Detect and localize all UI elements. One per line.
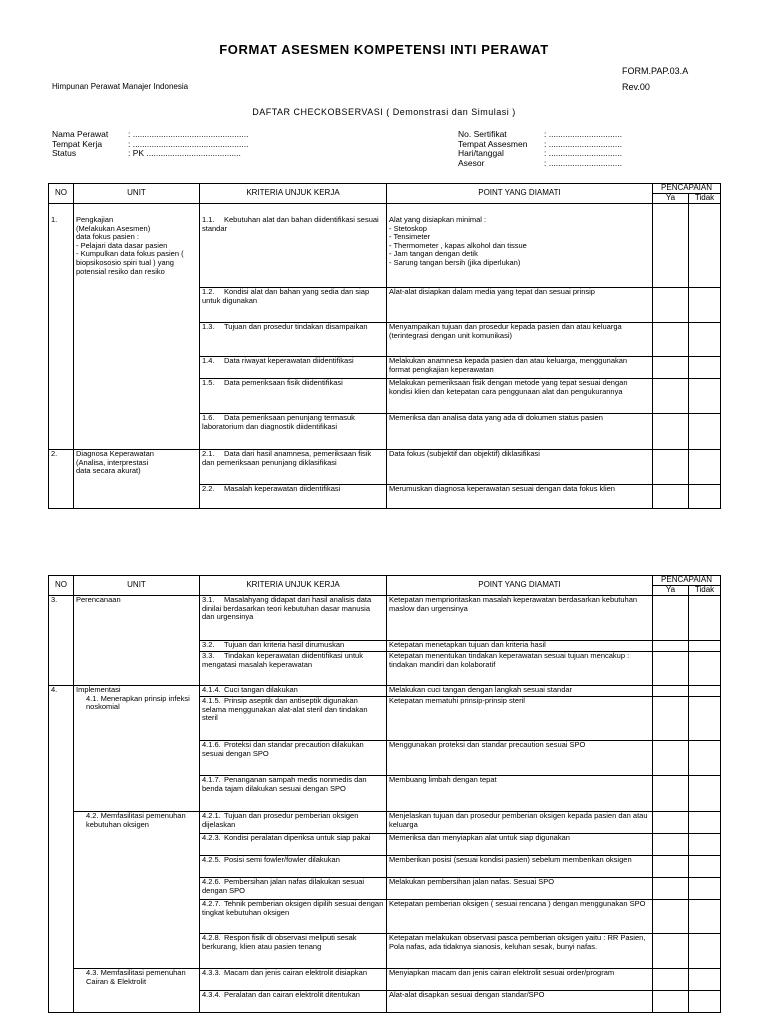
- tidak-cell[interactable]: [689, 596, 721, 641]
- kriteria-cell: 2.2. Masalah keperawatan diidentifikasi: [200, 485, 387, 509]
- table-header-row: [49, 184, 721, 194]
- subunit-label: 4.1. Menerapkan prinsip infeksi noskomial: [86, 693, 190, 712]
- subunit-label: 4.3. Memfasilitasi pemenuhan Cairan & Elektrolit: [86, 968, 186, 986]
- ya-cell[interactable]: [653, 641, 689, 652]
- header-kriteria: KRITERIA UNJUK KERJA: [200, 576, 387, 596]
- tidak-cell[interactable]: [689, 379, 721, 414]
- ya-cell[interactable]: [653, 204, 689, 288]
- point-cell: Menjelaskan tujuan dan prosedur pemberian oksigen kepada pasien dan atau keluarga: [387, 812, 653, 834]
- tidak-cell[interactable]: [689, 856, 721, 878]
- unit-line: Pengkajian: [76, 215, 114, 224]
- header-unit: UNIT: [74, 576, 200, 596]
- point-cell: Menyampaikan tujuan dan prosedur kepada pasien dan atau keluarga (terintegrasi dengan unit komunikasi): [387, 323, 653, 357]
- tidak-cell[interactable]: [689, 641, 721, 652]
- point-cell: Membuang limbah dengan tepat: [387, 776, 653, 812]
- point-cell: Memeriksa dan menyiapkan alat untuk siap digunakan: [387, 834, 653, 856]
- ya-cell[interactable]: [653, 934, 689, 969]
- tidak-cell[interactable]: [689, 741, 721, 776]
- unit-line: data fokus pasien :: [76, 232, 139, 242]
- kriteria-cell: 4.1.6. Proteksi dan standar precaution dilakukan sesuai dengan SPO: [200, 741, 387, 776]
- header-unit: UNIT: [74, 184, 200, 204]
- tidak-cell[interactable]: [689, 812, 721, 834]
- kriteria-cell: 4.2.7. Tehnik pemberian oksigen dipilih sesuai dengan tingkat kebutuhan oksigen: [200, 900, 387, 934]
- info-left: [52, 130, 248, 159]
- kriteria-cell: 4.1.5. Prinsip aseptik dan antiseptik digunakan selama menggunakan alat-alat steril dan tindakan steril: [200, 697, 387, 741]
- tidak-cell[interactable]: [689, 834, 721, 856]
- header-no: NO: [49, 184, 74, 204]
- ya-cell[interactable]: [653, 323, 689, 357]
- ya-cell[interactable]: [653, 834, 689, 856]
- info-label: Tempat Assesmen: [458, 138, 528, 149]
- kriteria-cell: 1.4. Data riwayat keperawatan diidentifikasi: [200, 357, 387, 379]
- point-cell: Ketepatan pemberian oksigen ( sesuai rencana ) dengan menggunakan SPO: [387, 900, 653, 934]
- ya-cell[interactable]: [653, 414, 689, 450]
- header-tidak: Tidak: [689, 194, 721, 204]
- kriteria-cell: 2.1. Data dari hasil anamnesa, pemeriksaan fisik dan pemeriksaan penunjang diklasifikasi: [200, 450, 387, 485]
- ya-cell[interactable]: [653, 596, 689, 641]
- info-value: : .................................................: [128, 129, 249, 139]
- point-cell: Melakukan pembersihan jalan nafas. Sesuai SPO: [387, 878, 653, 900]
- table-row: [49, 969, 721, 991]
- tidak-cell[interactable]: [689, 357, 721, 379]
- info-value: : ...............................: [544, 157, 622, 168]
- table-row: [49, 686, 721, 697]
- row-number: 4.: [49, 686, 74, 1013]
- ya-cell[interactable]: [653, 900, 689, 934]
- ya-cell[interactable]: [653, 379, 689, 414]
- kriteria-cell: 4.2.6. Pembersihan jalan nafas dilakukan sesuai dengan SPO: [200, 878, 387, 900]
- assessment-table-2: [48, 575, 721, 1013]
- info-value: : PK ........................................: [128, 148, 241, 158]
- info-label: Status: [52, 148, 77, 158]
- info-row: [458, 159, 622, 169]
- info-label: Nama Perawat: [52, 129, 109, 139]
- unit-cell: [74, 969, 200, 1013]
- table-row: [49, 204, 721, 288]
- kriteria-cell: 3.3. Tindakan keperawatan diidentifikasi untuk mengatasi masalah keperawatan: [200, 652, 387, 686]
- ya-cell[interactable]: [653, 357, 689, 379]
- header-no: NO: [49, 576, 74, 596]
- info-label: No. Sertifikat: [458, 129, 507, 139]
- point-cell: Menyiapkan macam dan jenis cairan elektrolit sesuai order/program: [387, 969, 653, 991]
- tidak-cell[interactable]: [689, 288, 721, 323]
- header-pencapaian: PENCAPAIAN: [653, 184, 721, 194]
- ya-cell[interactable]: [653, 450, 689, 485]
- header-pencapaian: PENCAPAIAN: [653, 576, 721, 586]
- point-bullet: - Tensimeter: [389, 232, 431, 242]
- point-cell: Merumuskan diagnosa keperawatan sesuai dengan data fokus klien: [387, 485, 653, 509]
- ya-cell[interactable]: [653, 969, 689, 991]
- tidak-cell[interactable]: [689, 776, 721, 812]
- header-ya: Ya: [653, 194, 689, 204]
- table-row: [49, 450, 721, 485]
- row-number: 2.: [49, 450, 74, 509]
- point-cell: Ketepatan menentukan tindakan keperawatan sesuai tujuan mencakup : tindakan mandiri dan kolaboratif: [387, 652, 653, 686]
- point-bullet: - Thermometer , kapas alkohol dan tissue: [389, 240, 527, 250]
- kriteria-cell: 1.3. Tujuan dan prosedur tindakan disampaikan: [200, 323, 387, 357]
- kriteria-cell: 1.2. Kondisi alat dan bahan yang sedia dan siap untuk digunakan: [200, 288, 387, 323]
- kriteria-cell: 1.6. Data pemeriksaan penunjang termasuk laboratorium dan diagnostik diidentifikasi: [200, 414, 387, 450]
- ya-cell[interactable]: [653, 878, 689, 900]
- table-header-row: [49, 576, 721, 586]
- point-cell: Memberikan posisi (sesuai kondisi pasien) sebelum memberikan oksigen: [387, 856, 653, 878]
- info-value: : ...............................: [544, 129, 622, 139]
- point-cell: Melakukan cuci tangan dengan langkah sesuai standar: [387, 686, 653, 697]
- ya-cell[interactable]: [653, 812, 689, 834]
- tidak-cell[interactable]: [689, 485, 721, 509]
- tidak-cell[interactable]: [689, 934, 721, 969]
- point-cell: Alat-alat disiapkan dalam media yang tepat dan sesuai prinsip: [387, 288, 653, 323]
- point-cell: Ketepatan menetapkan tujuan dan kriteria hasil: [387, 641, 653, 652]
- tidak-cell[interactable]: [689, 900, 721, 934]
- kriteria-cell: 1.5. Data pemeriksaan fisik diidentifikasi: [200, 379, 387, 414]
- kriteria-cell: 4.2.8. Respon fisik di observasi meliputi sesak berkurang, klien atau pasien tenang: [200, 934, 387, 969]
- point-cell: Data fokus (subjektif dan objektif) diklasifikasi: [387, 450, 653, 485]
- tidak-cell[interactable]: [689, 652, 721, 686]
- info-value: : ...............................: [544, 138, 622, 149]
- row-number: 1.: [49, 204, 74, 450]
- header-point: POINT YANG DIAMATI: [387, 184, 653, 204]
- tidak-cell[interactable]: [689, 204, 721, 288]
- header-kriteria: KRITERIA UNJUK KERJA: [200, 184, 387, 204]
- point-cell: Ketepatan memprioritaskan masalah keperawatan berdasarkan kebutuhan maslow dan urgensinya: [387, 596, 653, 641]
- point-cell: Melakukan anamnesa kepada pasien dan atau keluarga, menggunakan format pengkajian keperawatan: [387, 357, 653, 379]
- header-ya: Ya: [653, 586, 689, 596]
- kriteria-cell: 4.2.5. Posisi semi fowler/fowler dilakukan: [200, 856, 387, 878]
- kriteria-cell: 4.3.4. Peralatan dan cairan elektrolit ditentukan: [200, 991, 387, 1013]
- header-point: POINT YANG DIAMATI: [387, 576, 653, 596]
- info-label: Tempat Kerja: [52, 138, 103, 149]
- tidak-cell[interactable]: [689, 878, 721, 900]
- point-cell: Alat-alat disapkan sesuai dengan standar/SPO: [387, 991, 653, 1013]
- kriteria-cell: 1.1. Kebutuhan alat dan bahan diidentifikasi sesuai standar: [200, 204, 387, 288]
- table-row: [49, 596, 721, 641]
- info-value: : .................................................: [128, 138, 249, 149]
- ya-cell[interactable]: [653, 991, 689, 1013]
- unit-cell: [74, 812, 200, 969]
- unit-cell: Implementasi 4.1. Menerapkan prinsip infeksi noskomial: [74, 686, 200, 812]
- kriteria-cell: 4.1.4. Cuci tangan dilakukan: [200, 686, 387, 697]
- ya-cell[interactable]: [653, 741, 689, 776]
- kriteria-cell: 4.2.3. Kondisi peralatan diperiksa untuk siap pakai: [200, 834, 387, 856]
- tidak-cell[interactable]: [689, 991, 721, 1013]
- table-row: [49, 812, 721, 834]
- info-row: [52, 149, 248, 159]
- ya-cell[interactable]: [653, 856, 689, 878]
- unit-line: (Melakukan Asesmen): [76, 223, 151, 233]
- unit-cell: Perencanaan: [74, 596, 200, 686]
- kriteria-cell: 4.1.7. Penanganan sampah medis nonmedis dan benda tajam dilakukan sesuai dengan SPO: [200, 776, 387, 812]
- tidak-cell[interactable]: [689, 686, 721, 697]
- kriteria-cell: 4.2.1. Tujuan dan prosedur pemberian oksigen dijelaskan: [200, 812, 387, 834]
- point-cell: Alat yang disiapkan minimal : - Stetoskop - Tensimeter - Thermometer , kapas alkohol dan tissue - Jam tangan dengan detik - Sarung tangan bersih (jika diperlukan): [387, 204, 653, 288]
- subunit-label: 4.2. Memfasilitasi pemenuhan kebutuhan oksigen: [86, 811, 186, 829]
- ya-cell[interactable]: [653, 697, 689, 741]
- point-cell: Memeriksa dan analisa data yang ada di dokumen status pasien: [387, 414, 653, 450]
- unit-cell: Diagnosa Keperawatan (Analisa, interprestasi data secara akurat): [74, 450, 200, 509]
- tidak-cell[interactable]: [689, 697, 721, 741]
- info-label: Asesor: [458, 157, 485, 168]
- unit-bullet: - Pelajari data dasar pasien: [76, 240, 168, 250]
- info-value: : ...............................: [544, 148, 622, 158]
- ya-cell[interactable]: [653, 288, 689, 323]
- point-bullet: - Sarung tangan bersih (jika diperlukan): [389, 257, 521, 267]
- ya-cell[interactable]: [653, 652, 689, 686]
- point-cell: Melakukan pemeriksaan fisik dengan metode yang tepat sesuai dengan kondisi klien dan ketepatan cara penggunaan alat dan pengukurannya: [387, 379, 653, 414]
- assessment-table-1: [48, 183, 721, 509]
- document-title: FORMAT ASESMEN KOMPETENSI INTI PERAWAT: [219, 42, 549, 57]
- tidak-cell[interactable]: [689, 969, 721, 991]
- revision-label: Rev.00: [622, 82, 650, 92]
- unit-bullet: - Kumpulkan data fokus pasien ( biopsikososio spiri tual ) yang potensial resiko dan resiko: [76, 249, 184, 276]
- info-right: [458, 130, 622, 168]
- document-subtitle: DAFTAR CHECKOBSERVASI ( Demonstrasi dan Simulasi ): [252, 107, 516, 117]
- point-cell: Ketepatan melakukan observasi pasca pemberian oksigen yaitu : RR Pasien, Pola nafas, ada tidaknya sianosis, keluhan sesak, bunyi nafas.: [387, 934, 653, 969]
- kriteria-cell: 4.3.3. Macam dan jenis cairan elektrolit disiapkan: [200, 969, 387, 991]
- ya-cell[interactable]: [653, 485, 689, 509]
- point-cell: Menggunakan proteksi dan standar precaution sesuai SPO: [387, 741, 653, 776]
- tidak-cell[interactable]: [689, 323, 721, 357]
- row-number: 3.: [49, 596, 74, 686]
- unit-cell: [74, 204, 200, 450]
- ya-cell[interactable]: [653, 776, 689, 812]
- ya-cell[interactable]: [653, 686, 689, 697]
- organization-name: Himpunan Perawat Manajer Indonesia: [52, 82, 189, 91]
- info-label: Hari/tanggal: [458, 148, 504, 158]
- header-tidak: Tidak: [689, 586, 721, 596]
- kriteria-cell: 3.1. Masalahyang didapat dari hasil analisis data dinilai berdasarkan teori kebutuhan dasar manusia dan urgensinya: [200, 596, 387, 641]
- point-bullet: - Jam tangan dengan detik: [389, 249, 478, 259]
- tidak-cell[interactable]: [689, 450, 721, 485]
- tidak-cell[interactable]: [689, 414, 721, 450]
- kriteria-cell: 3.2. Tujuan dan kriteria hasil dirumuskan: [200, 641, 387, 652]
- form-code: FORM.PAP.03.A: [622, 66, 689, 76]
- point-bullet: - Stetoskop: [389, 223, 427, 233]
- point-cell: Ketepatan mematuhi prinsip-prinsip steril: [387, 697, 653, 741]
